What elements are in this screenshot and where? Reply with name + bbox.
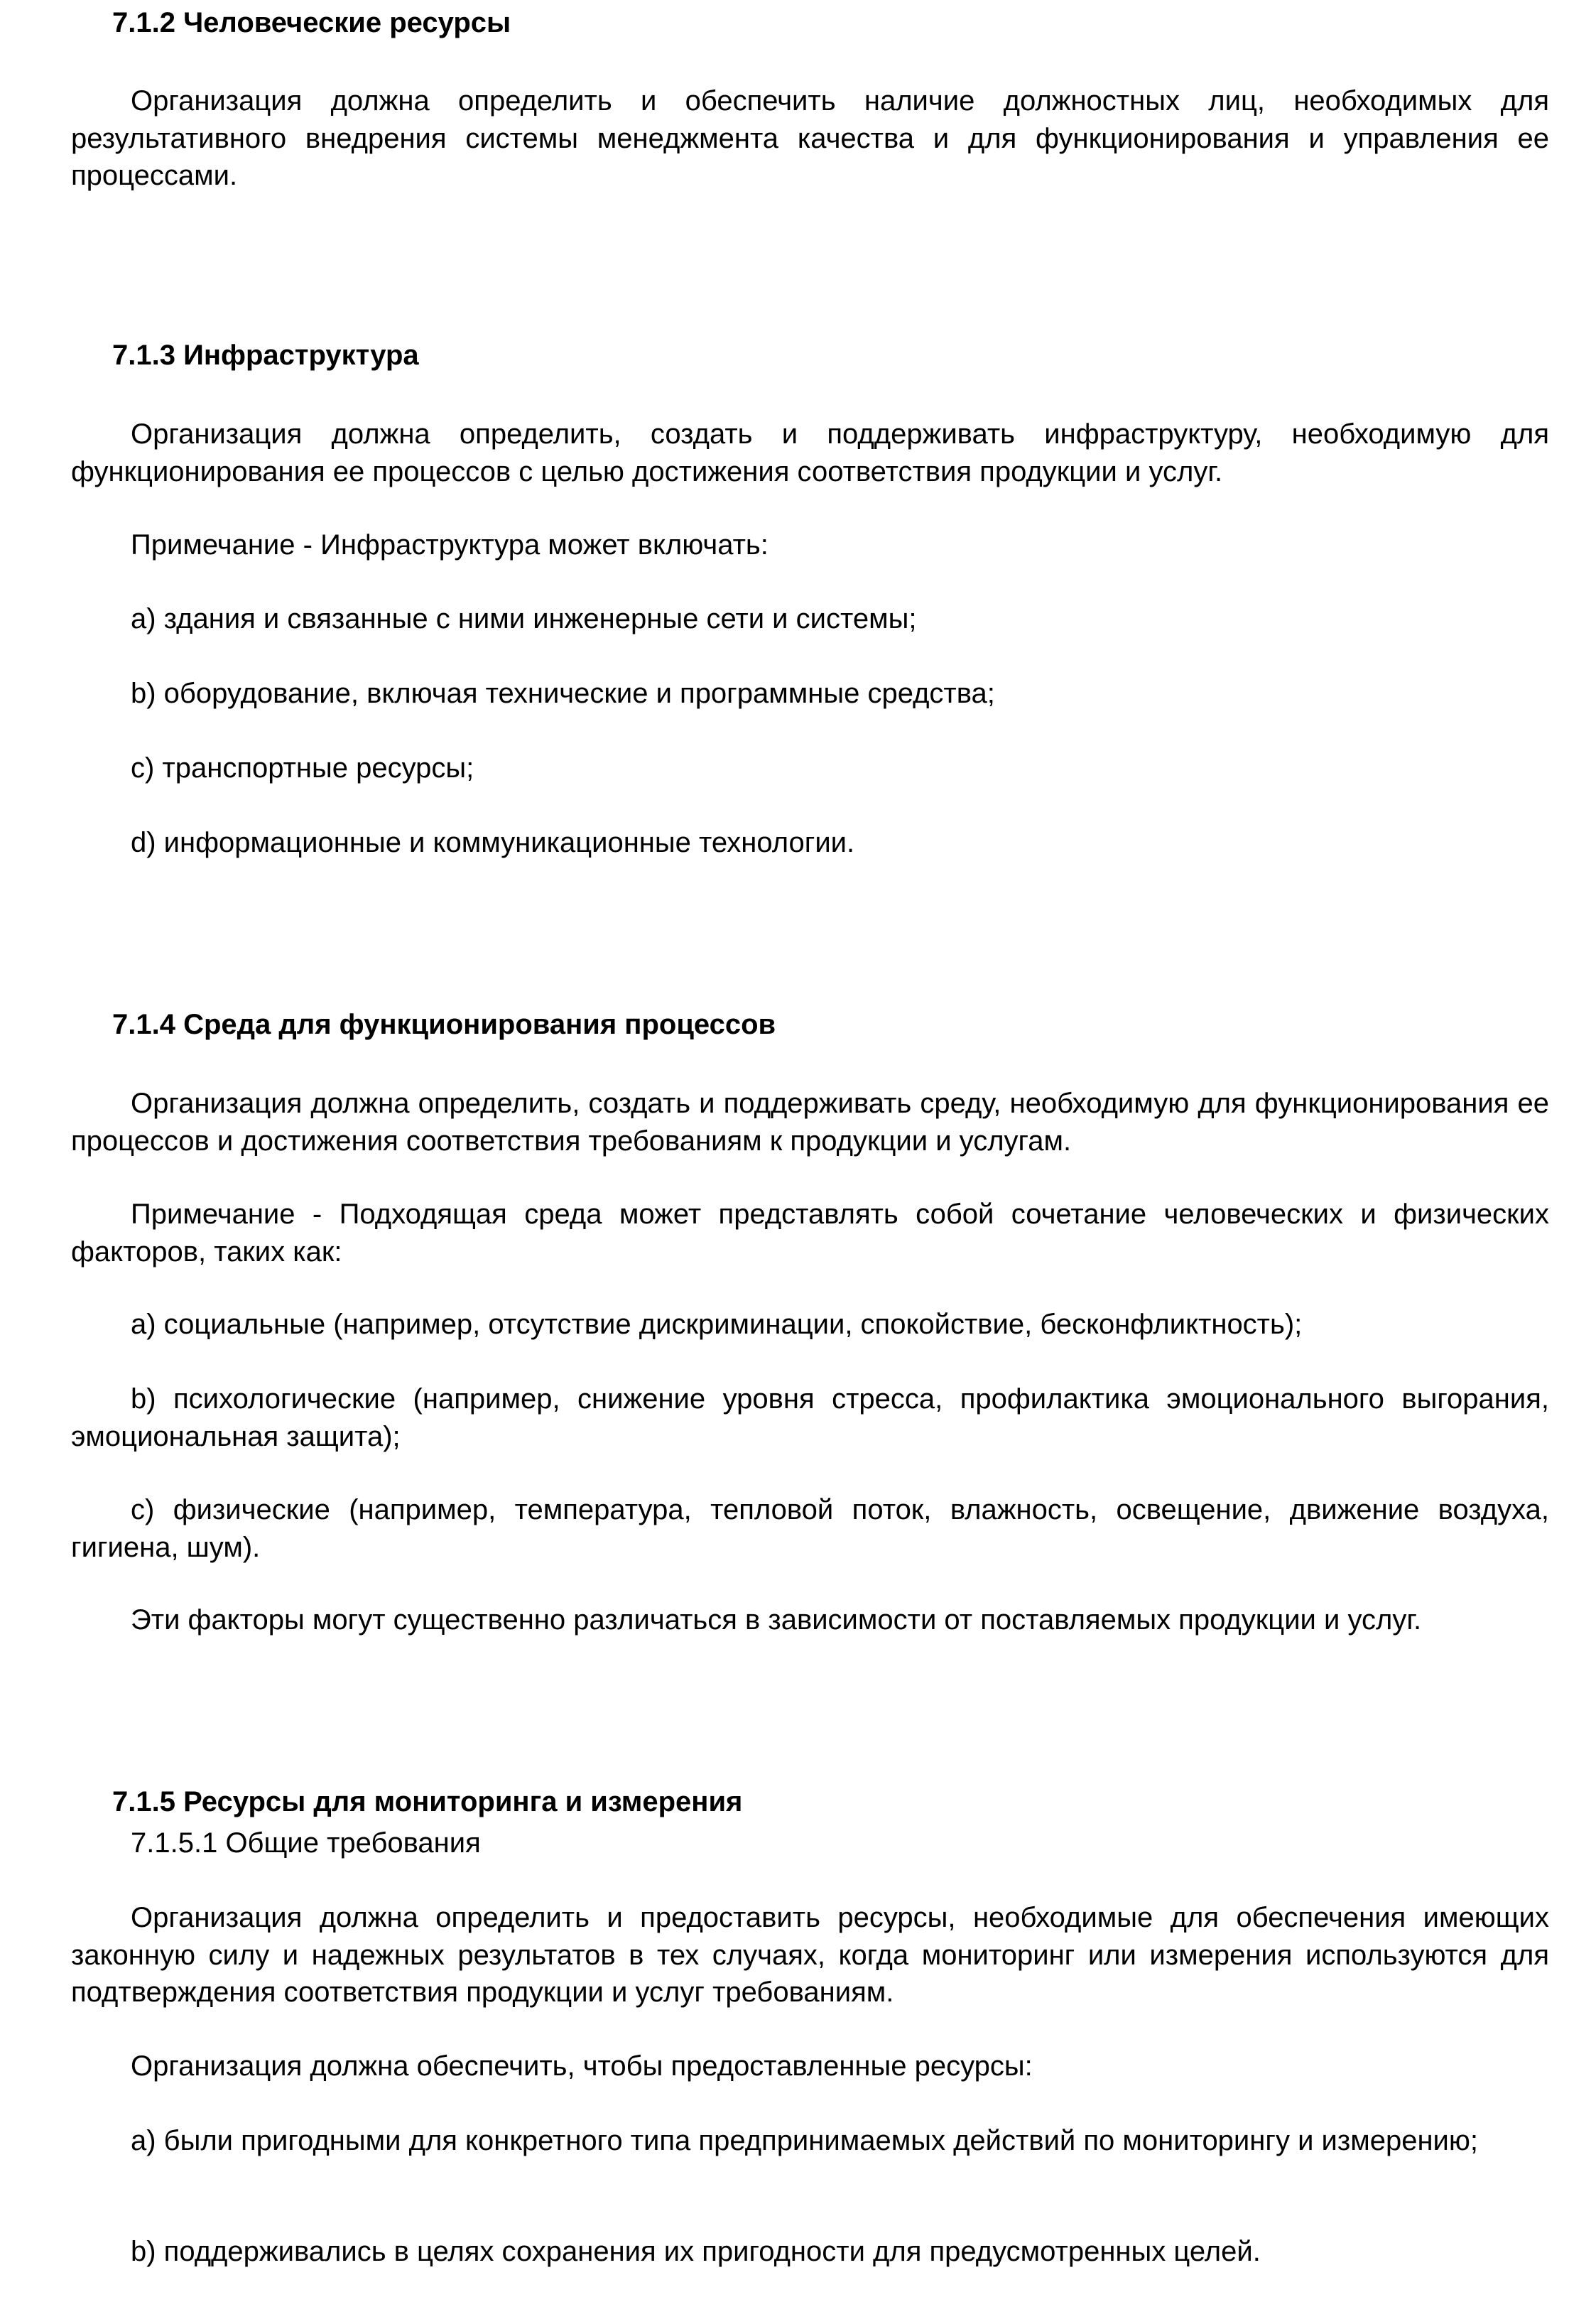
note-infrastructure: Примечание - Инфраструктура может включать: bbox=[131, 529, 769, 561]
list-item: b) оборудование, включая технические и программные средства; bbox=[131, 678, 995, 709]
paragraph-monitoring-resources: Организация должна определить и предоставить ресурсы, необходимые для обеспечения имеющих законную силу и надежных результатов в тех случаях, когда мониторинг или измерения используются для подтверждения соответствия продукции и услуг требованиям. bbox=[71, 1902, 1549, 2008]
section-heading-7-1-3: 7.1.3 Инфраструктура bbox=[112, 340, 419, 371]
list-item: d) информационные и коммуникационные технологии. bbox=[131, 827, 855, 858]
paragraph-provided-resources: Организация должна обеспечить, чтобы предоставленные ресурсы: bbox=[131, 2050, 1033, 2082]
section-heading-7-1-4: 7.1.4 Среда для функционирования процессов bbox=[112, 1009, 776, 1040]
paragraph-process-environment: Организация должна определить, создать и поддерживать среду, необходимую для функционирования ее процессов и достижения соответствия требованиям к продукции и услугам. bbox=[71, 1088, 1549, 1157]
list-item: a) здания и связанные с ними инженерные сети и системы; bbox=[131, 603, 917, 634]
list-item: c) транспортные ресурсы; bbox=[131, 752, 474, 784]
paragraph-human-resources: Организация должна определить и обеспечить наличие должностных лиц, необходимых для результативного внедрения системы менеджмента качества и для функционирования и управления ее процессами. bbox=[71, 85, 1549, 191]
list-item: a) социальные (например, отсутствие дискриминации, спокойствие, бесконфликтность); bbox=[131, 1309, 1303, 1340]
section-heading-7-1-5: 7.1.5 Ресурсы для мониторинга и измерения bbox=[112, 1786, 743, 1817]
section-heading-7-1-2: 7.1.2 Человеческие ресурсы bbox=[112, 7, 511, 38]
list-item: b) психологические (например, снижение уровня стресса, профилактика эмоционального выгорания, эмоциональная защита); bbox=[71, 1383, 1549, 1452]
paragraph-factors: Эти факторы могут существенно различаться в зависимости от поставляемых продукции и услуг. bbox=[131, 1604, 1422, 1636]
list-item: b) поддерживались в целях сохранения их пригодности для предусмотренных целей. bbox=[131, 2236, 1261, 2267]
list-item: c) физические (например, температура, тепловой поток, влажность, освещение, движение воздуха, гигиена, шум). bbox=[71, 1494, 1549, 1563]
list-item: a) были пригодными для конкретного типа предпринимаемых действий по мониторингу и измерению; bbox=[131, 2125, 1478, 2156]
note-environment: Примечание - Подходящая среда может представлять собой сочетание человеческих и физических факторов, таких как: bbox=[71, 1199, 1549, 1268]
paragraph-infrastructure: Организация должна определить, создать и поддерживать инфраструктуру, необходимую для функционирования ее процессов с целью достижения соответствия продукции и услуг. bbox=[71, 418, 1549, 487]
subsection-heading-7-1-5-1: 7.1.5.1 Общие требования bbox=[131, 1827, 481, 1859]
